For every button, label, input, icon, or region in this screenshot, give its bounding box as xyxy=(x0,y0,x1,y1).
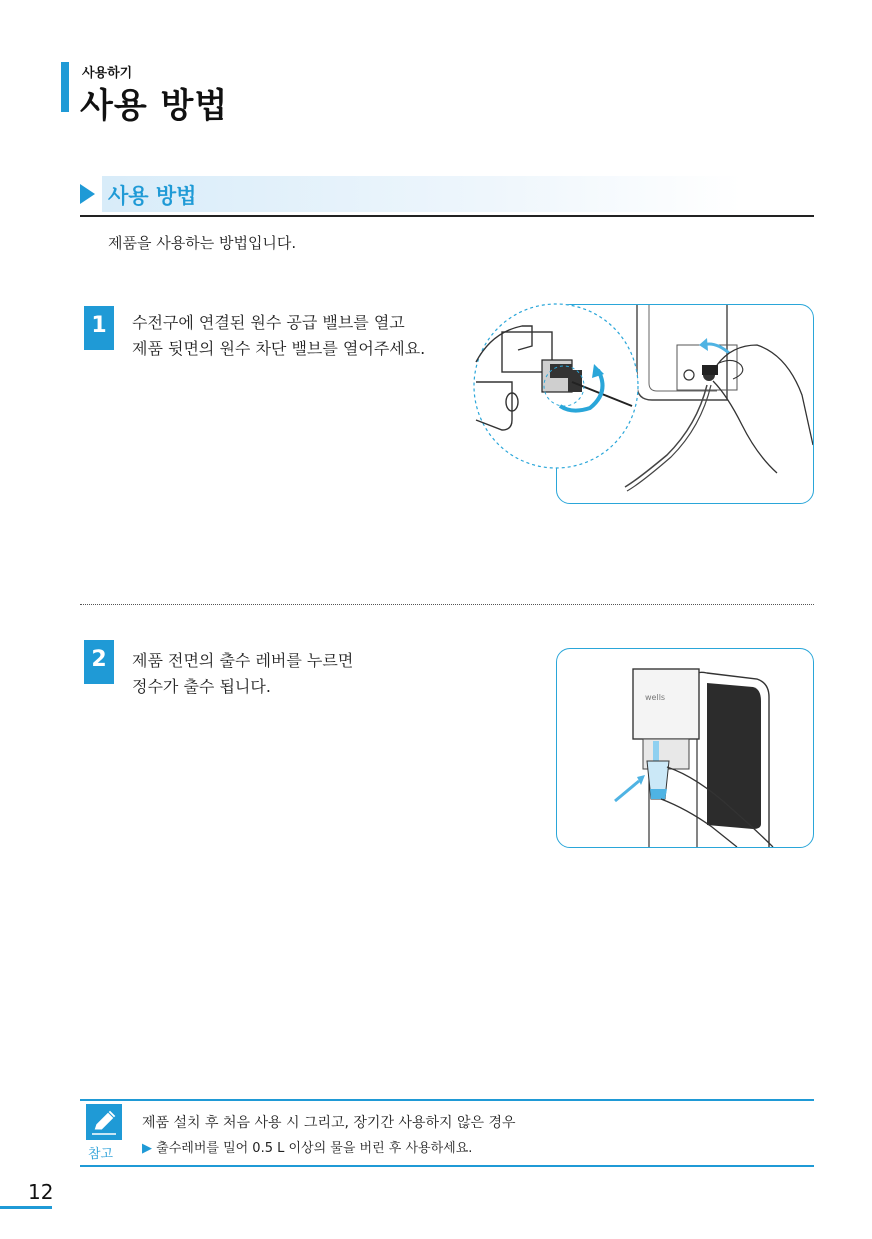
section-intro: 제품을 사용하는 방법입니다. xyxy=(108,234,297,252)
valve-zoom-circle xyxy=(472,302,642,470)
step-2-illustration-frame xyxy=(556,648,814,848)
step-2-text xyxy=(132,648,353,700)
note-bottom-rule xyxy=(80,1165,814,1167)
note-bullet-icon: ▶ xyxy=(142,1141,152,1156)
section-title: 사용 방법 xyxy=(108,184,197,208)
header-accent-bar xyxy=(61,62,69,112)
step-1-line-1: 수전구에 연결된 원수 공급 밸브를 열고 xyxy=(132,313,405,332)
step-1-text xyxy=(132,310,425,362)
step-1-number: 1 xyxy=(84,306,114,350)
step-2-number: 2 xyxy=(84,640,114,684)
page-number: 12 xyxy=(28,1180,54,1204)
note-line-2-text: 출수레버를 밀어 0.5 L 이상의 물을 버린 후 사용하세요. xyxy=(156,1141,473,1156)
device-brand-label: wells xyxy=(645,693,666,702)
section-heading-band xyxy=(102,176,742,212)
step-1-line-2: 제품 뒷면의 원수 차단 밸브를 열어주세요. xyxy=(132,339,426,358)
section-underline xyxy=(80,215,814,217)
note-top-rule xyxy=(80,1099,814,1101)
section-triangle-icon xyxy=(80,184,95,204)
step-2-line-2: 정수가 출수 됩니다. xyxy=(132,677,271,696)
step-divider xyxy=(80,604,814,605)
note-line-2 xyxy=(142,1137,472,1156)
note-line-1: 제품 설치 후 처음 사용 시 그리고, 장기간 사용하지 않은 경우 xyxy=(142,1115,516,1131)
page-title: 사용 방법 xyxy=(80,86,229,126)
dispenser-illustration xyxy=(557,649,813,847)
page-number-bar xyxy=(0,1206,52,1209)
step-2-line-1: 제품 전면의 출수 레버를 누르면 xyxy=(132,651,354,670)
note-label: 참고 xyxy=(88,1147,114,1162)
pencil-note-icon xyxy=(86,1104,122,1140)
chapter-subtitle: 사용하기 xyxy=(82,66,133,81)
